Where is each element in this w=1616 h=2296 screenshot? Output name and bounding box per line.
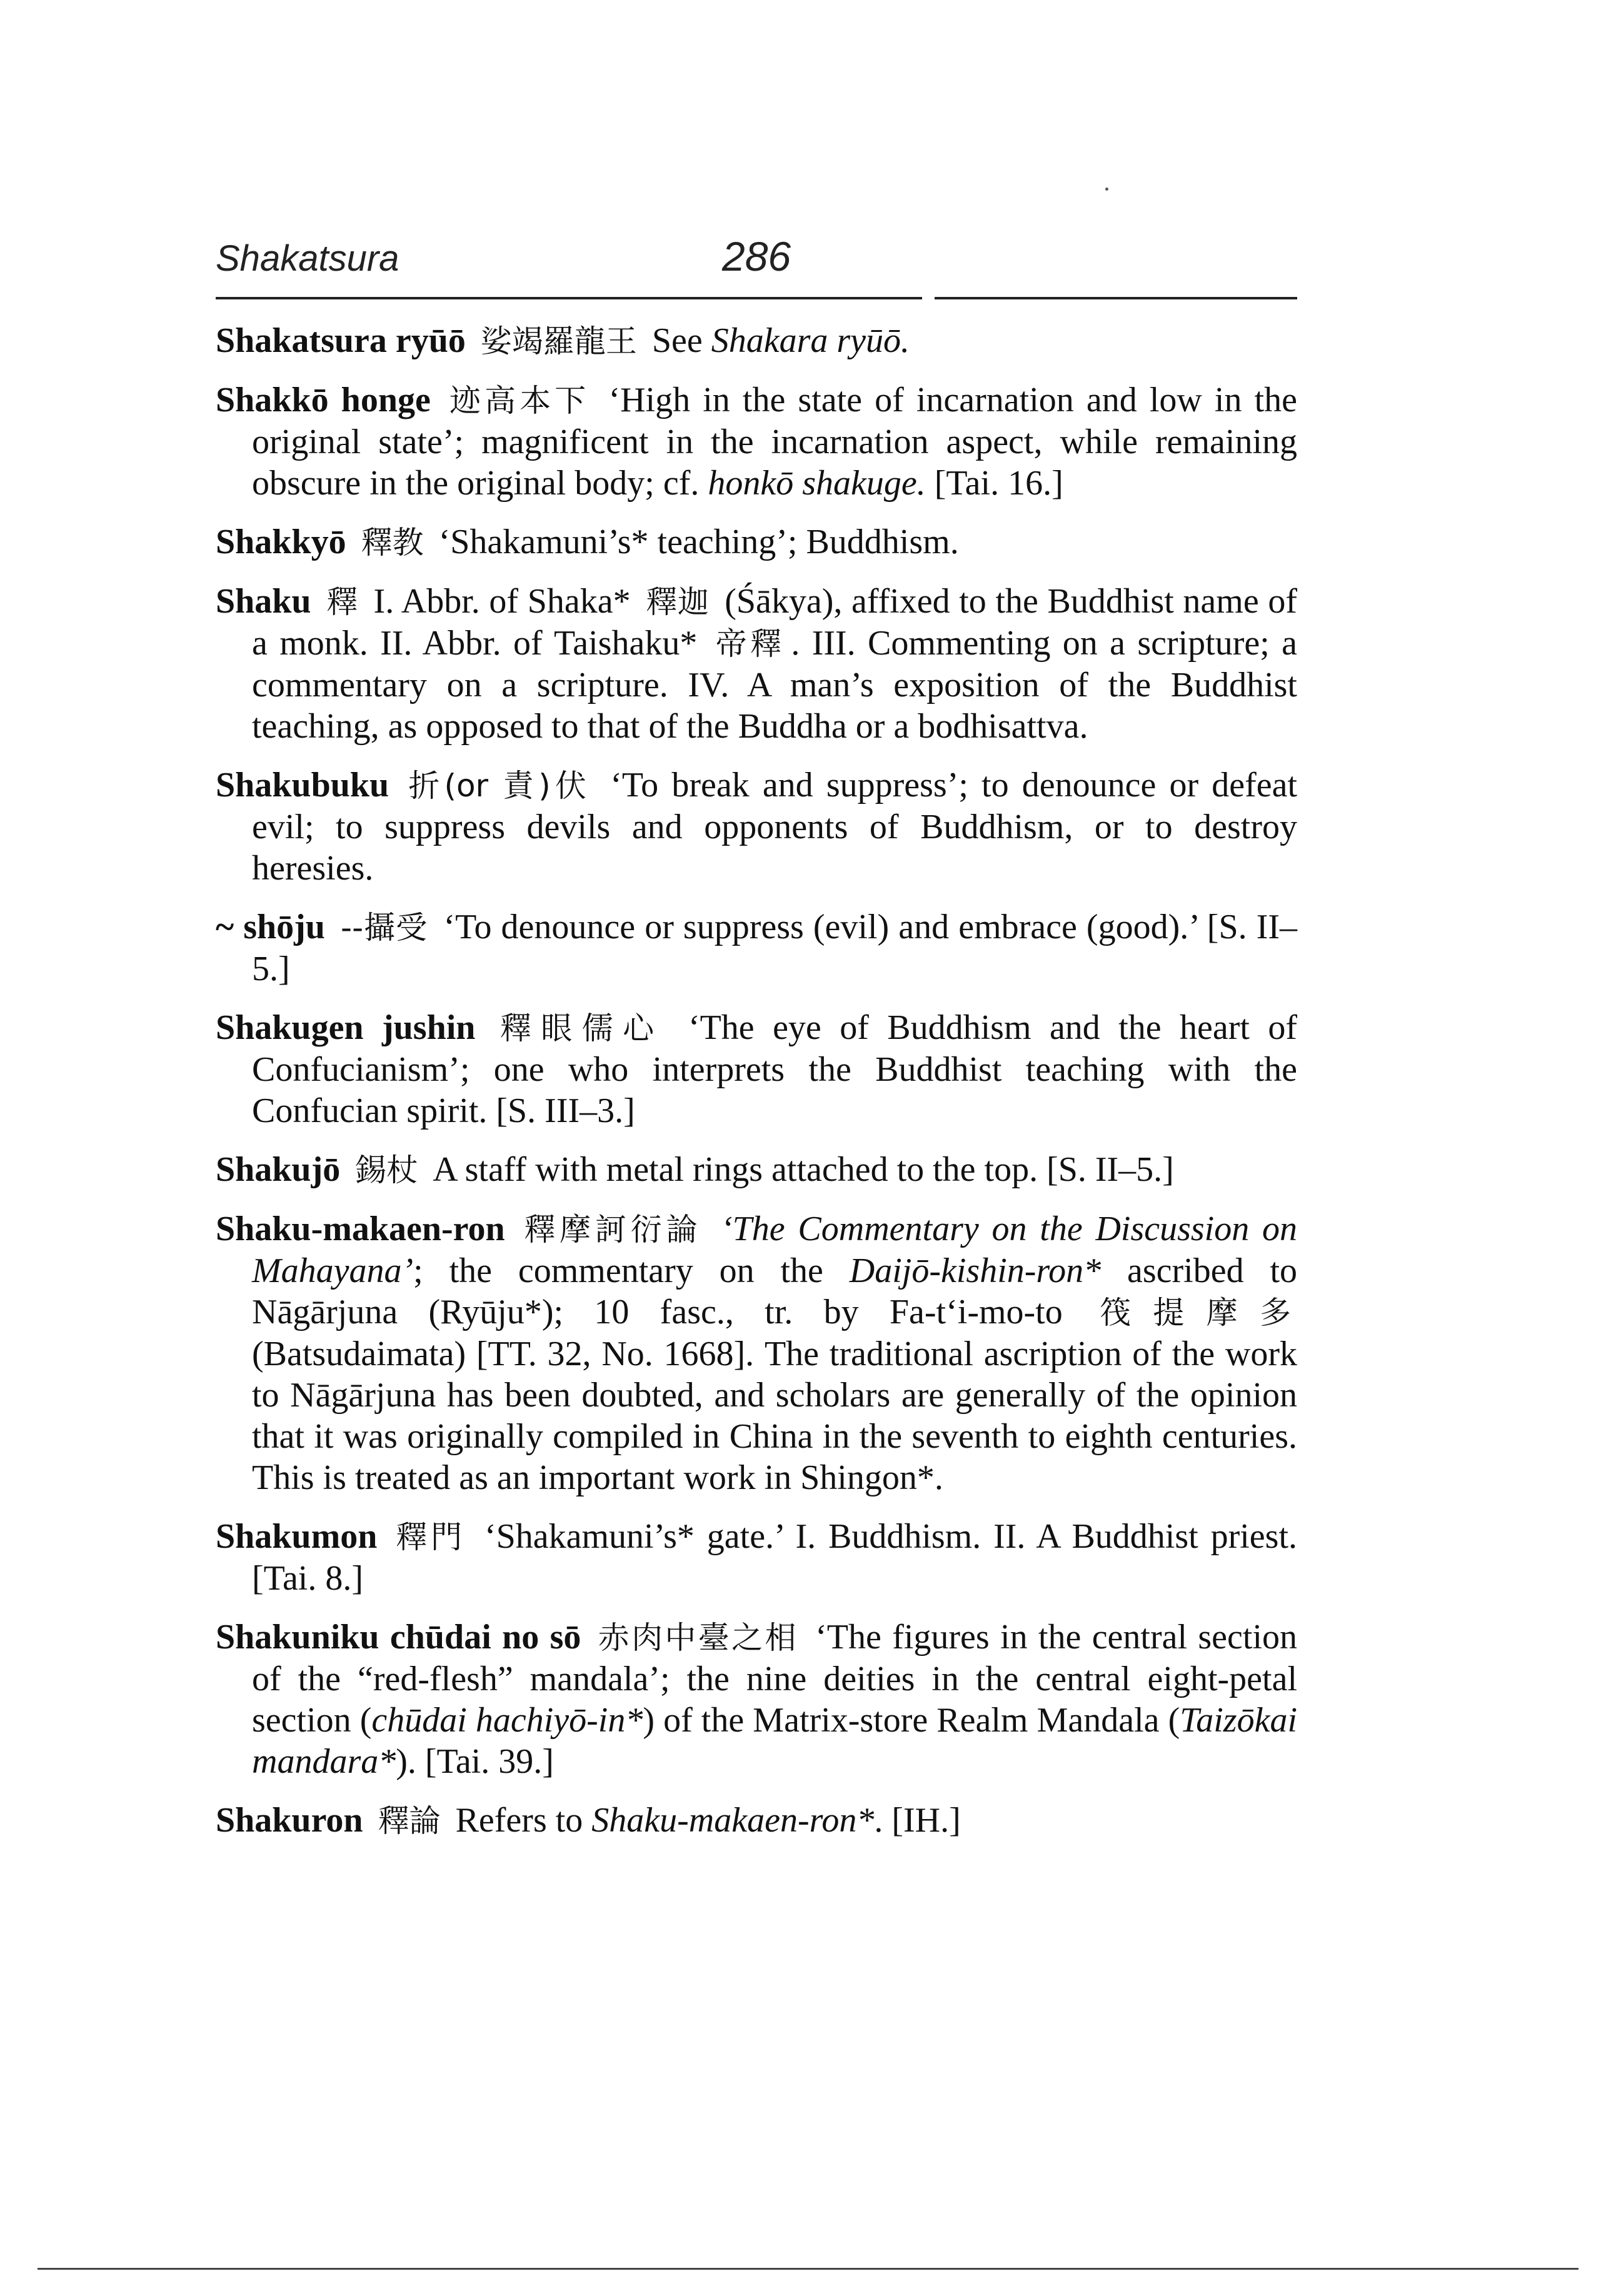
- definition: ‘The eye of Buddhism and the heart of Confucianism’; one who interprets the Buddhist teaching with the Confucian spirit. [S. III–3.]: [252, 1008, 1298, 1130]
- headword: Shakubuku: [216, 766, 389, 805]
- kanji: 釋摩訶衍論: [524, 1211, 702, 1248]
- headword: Shakatsura ryūō: [216, 321, 466, 360]
- kanji-shaka: 釋迦: [646, 584, 710, 620]
- entry-shakubuku-shoju: [216, 906, 1297, 990]
- kanji-translator: 筏提摩多: [1100, 1295, 1292, 1331]
- cross-reference: honkō shakuge.: [708, 464, 926, 503]
- definition: ; the commentary on the: [413, 1251, 823, 1290]
- definition-cont: ) of the Matrix-store Realm Mandala (: [643, 1701, 1180, 1740]
- kanji: 錫杖: [355, 1152, 418, 1188]
- page-number: 286: [722, 233, 791, 279]
- definition-end: . III. Commenting on a scripture; a commentary on a scripture. IV. A man’s exposition of the Buddhist teaching, as opposed to that of the Buddha or a bodhisattva.: [252, 624, 1298, 746]
- headword: Shakkō honge: [216, 381, 431, 419]
- entry-shakuniku-chudai-no-so: [216, 1617, 1297, 1782]
- cross-reference: Daijō-kishin-ron*: [849, 1251, 1102, 1290]
- running-head: Shakatsura: [216, 238, 399, 279]
- header-rule-left: [216, 297, 922, 299]
- entry-shakkyo: [216, 521, 1297, 563]
- print-speck: [1105, 188, 1108, 191]
- definition: A staff with metal rings attached to the top. [S. II–5.]: [433, 1150, 1174, 1189]
- headword: Shakuniku chūdai no sō: [216, 1618, 581, 1657]
- kanji: 娑竭羅龍王: [480, 323, 637, 359]
- kanji: 赤肉中臺之相: [598, 1620, 798, 1656]
- cross-reference: Shaku-makaen-ron*: [591, 1801, 875, 1840]
- entry-shaku: [216, 581, 1297, 747]
- headword: Shaku: [216, 582, 311, 621]
- kanji: --攝受: [341, 910, 428, 946]
- entry-shakumon: [216, 1516, 1297, 1599]
- headword: Shakkyō: [216, 523, 346, 561]
- definition: See: [651, 321, 703, 360]
- source-reference: [Tai. 16.]: [934, 464, 1063, 503]
- cross-reference: chūdai hachiyō-in*: [371, 1701, 643, 1740]
- bottom-scan-line: [38, 2268, 1578, 2270]
- headword: Shakujō: [216, 1150, 341, 1189]
- definition-cont: ascribed to Nāgārjuna (Ryūju*); 10 fasc., tr. by Fa-t‘i-mo-to: [252, 1251, 1298, 1331]
- kanji: 釋眼儒心: [499, 1010, 664, 1046]
- definition-end: (Batsudaimata) [TT. 32, No. 1668]. The traditional ascription of the work to Nāgārjuna has been doubted, and scholars are generally of the opinion that it was originally compiled in China in the seventh to eighth centuries. This is treated as an important work in Shingon*.: [252, 1335, 1297, 1497]
- cross-reference: Shakara ryūō.: [711, 321, 910, 360]
- kanji-taishaku: 帝釋: [715, 626, 785, 662]
- kanji: 釋教: [361, 524, 424, 561]
- entry-shakatsura-ryuo: [216, 320, 1297, 362]
- headword: Shakugen jushin: [216, 1008, 476, 1047]
- headword: Shakumon: [216, 1517, 378, 1556]
- page-header: [216, 233, 1297, 306]
- entry-list: [216, 320, 1297, 1859]
- definition: ‘To denounce or suppress (evil) and embrace (good).’ [S. II–5.]: [252, 908, 1297, 988]
- entry-shaku-makaen-ron: [216, 1208, 1297, 1498]
- definition: ‘High in the state of incarnation and low in the original state’; magnificent in the incarnation aspect, while remaining obscure in the original body; cf.: [252, 381, 1298, 503]
- kanji: 釋論: [378, 1803, 441, 1839]
- cross-reference-2: Taizōkai mandara*: [252, 1701, 1298, 1781]
- entry-shakuron: [216, 1800, 1297, 1842]
- entry-shakubuku: [216, 764, 1297, 889]
- definition-cont: (Śākya), affixed to the Buddhist name of a monk. II. Abbr. of Taishaku*: [252, 582, 1297, 663]
- kanji: 折(or 責)伏: [408, 768, 591, 804]
- definition: ‘Shakamuni’s* teaching’; Buddhism.: [438, 523, 959, 561]
- definition: ‘Shakamuni’s* gate.’ I. Buddhism. II. A Buddhist priest. [Tai. 8.]: [252, 1517, 1298, 1598]
- entry-shakko-honge: [216, 379, 1297, 504]
- entry-shakugen-jushin: [216, 1007, 1297, 1131]
- title-italic: ‘The Commentary on the Discussion on Mahayana’: [252, 1210, 1297, 1290]
- kanji: 迹高本下: [449, 383, 590, 419]
- headword: Shaku-makaen-ron: [216, 1210, 505, 1248]
- headword: Shakuron: [216, 1801, 363, 1840]
- definition: I. Abbr. of Shaka*: [373, 582, 631, 621]
- definition: ‘To break and suppress’; to denounce or defeat evil; to suppress devils and opponents of Buddhism, or to destroy heresies.: [252, 766, 1298, 888]
- definition: ‘The figures in the central section of the “red-flesh” mandala’; the nine deities in the central eight-petal section (: [252, 1618, 1297, 1740]
- definition-end: ). [Tai. 39.]: [396, 1742, 554, 1781]
- kanji: 釋門: [396, 1519, 466, 1555]
- definition-end: . [IH.]: [874, 1801, 961, 1840]
- entry-shakujo: [216, 1149, 1297, 1191]
- kanji: 釋: [326, 584, 358, 620]
- headword: ~ shōju: [216, 908, 325, 946]
- definition: Refers to: [455, 1801, 583, 1840]
- header-rule-right: [935, 297, 1297, 299]
